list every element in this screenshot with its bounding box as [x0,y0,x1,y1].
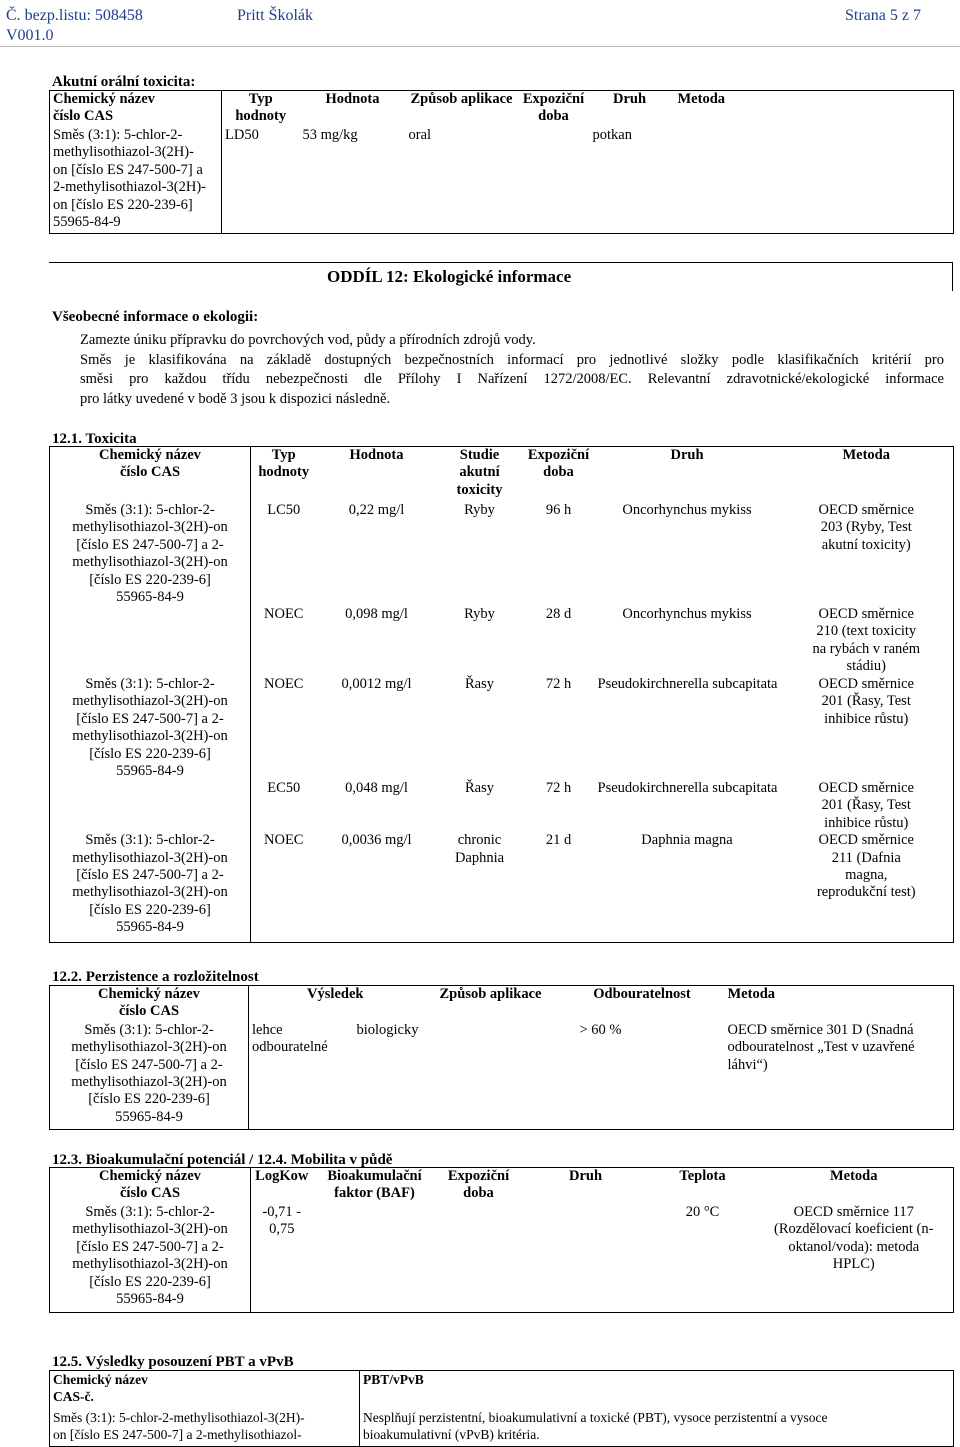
col-method: Metoda [842,447,890,463]
method: OECD směrnice 117 (Rozdělovací koeficient (n- oktanol/voda): metoda HPLC) [774,1204,934,1273]
doc-version: V001.0 [6,27,54,44]
substance-name: Směs (3:1): 5-chlor-2- methylisothiazol-3(2H)-on [číslo ES 247-500-7] a 2- methylisothiazol-3(2H)-on [číslo ES 220-239-6] 55965-84-9 [50,1204,251,1313]
bioaccumulation-table [49,1167,954,1313]
general-info-line: směsi pro každou třídu nebezpečnosti dle Přílohy I Nařízení 1272/2008/EC. Relevantní zdravotnické/ekologické informace [80,371,944,387]
general-info-line: pro látky uvedené v bodě 3 jsou k dispozici následně. [80,391,391,407]
species: Oncorhynchus mykiss [622,501,752,518]
value-type: LD50 [225,127,259,143]
col-exposure-time: Expoziční doba [447,1168,510,1202]
value-type: NOEC [264,605,304,622]
header-divider [0,46,960,47]
route: oral [408,127,432,143]
substance-name: Směs (3:1): 5-chlor-2- methylisothiazol-3(2H)-on [číslo ES 247-500-7] a 2- methylisothiazol-3(2H)-on [číslo ES 220-239-6] 55965-84-9 [50,1022,249,1130]
value: 0,22 mg/l [348,501,405,518]
value: 53 mg/kg [302,127,358,143]
method: OECD směrnice 201 (Řasy, Test inhibice růstu) [818,675,914,727]
col-method: Metoda [727,986,776,1002]
table-row [50,676,954,780]
toxicity-table [49,446,954,943]
route [422,1022,560,1130]
value-type: NOEC [264,832,304,849]
exposure-time: 72 h [545,779,572,796]
value: 0,048 mg/l [345,779,408,796]
value: 0,0036 mg/l [341,832,412,849]
persistence-title: 12.2. Perzistence a rozložitelnost [52,969,259,985]
acute-oral-title: Akutní orální toxicita: [52,74,196,90]
table-row [50,127,954,234]
bioaccumulation-header-row [50,1168,954,1205]
result-word: lehce [252,1021,283,1038]
pbt-header-row [50,1371,954,1409]
general-info-line: Směs je klasifikována na základě dostupných bezpečnostních informací pro jednotlivé složky podle klasifikačních kritérií pro [80,352,944,368]
species: Daphnia magna [641,832,733,849]
method: OECD směrnice 211 (Dafnia magna, reprodukční test) [816,832,916,901]
value: 0,0012 mg/l [341,675,412,692]
col-baf: Bioakumulační faktor (BAF) [327,1168,422,1202]
table-row [50,1204,954,1313]
col-species: Druh [670,447,704,463]
study: Ryby [464,501,495,518]
method [670,127,954,234]
persistence-table [49,985,954,1130]
value-type: EC50 [267,779,301,796]
result-word: biologicky [356,1021,419,1038]
col-chemical-name: Chemický název číslo CAS [50,91,222,128]
result-word: odbouratelné [252,1039,328,1056]
col-species: Druh [612,91,647,107]
col-chemical-name: Chemický název CAS-č. [50,1371,360,1409]
species: Pseudokirchnerella subcapitata [597,675,778,692]
exposure-time [437,1204,521,1313]
col-pbt: PBT/vPvB [363,1372,424,1387]
species: Pseudokirchnerella subcapitata [597,779,778,796]
pbt-table [49,1370,954,1447]
col-type: Typ hodnoty [258,447,310,481]
toxicity-header-row [50,447,954,502]
value: 0,098 mg/l [345,605,408,622]
study: Řasy [465,675,494,692]
table-row [50,832,954,942]
exposure-time: 72 h [545,675,572,692]
section-title-box [49,262,953,291]
study: Řasy [465,779,494,796]
species: Oncorhynchus mykiss [622,605,752,622]
col-chemical-name: Chemický název číslo CAS [50,1168,251,1205]
col-logkow: LogKow [255,1168,309,1184]
value-type: LC50 [267,501,301,518]
general-info-line: Zamezte úniku přípravku do povrchových vod, půdy a přírodních zdrojů vody. [80,332,536,348]
substance-name: Směs (3:1): 5-chlor-2- methylisothiazol-3(2H)- on [číslo ES 247-500-7] a 2-methylisothiazol-3(2H)- on [číslo ES 220-239-6] 55965-84-9 [50,127,222,234]
acute-oral-table [49,90,954,234]
col-route: Způsob aplikace [410,91,513,107]
study: Ryby [464,605,495,622]
table-row [50,1022,954,1130]
baf [313,1204,437,1313]
pbt-title: 12.5. Výsledky posouzení PBT a vPvB [52,1354,294,1370]
col-route: Způsob aplikace [439,986,542,1002]
col-temperature: Teplota [679,1168,726,1184]
col-value: Hodnota [349,447,404,463]
bioaccumulation-title: 12.3. Bioakumulační potenciál / 12.4. Mobilita v půdě [52,1152,393,1168]
section-title: ODDÍL 12: Ekologické informace [327,267,572,286]
col-degradability: Odbouratelnost [593,986,691,1002]
col-exposure-time: Expoziční doba [527,447,590,481]
persistence-header-row [50,986,954,1022]
col-method: Metoda [677,91,726,107]
substance-name: Směs (3:1): 5-chlor-2-methylisothiazol-3(2H)- on [číslo ES 247-500-7] a 2-methylisothiazol- [50,1409,360,1447]
method: OECD směrnice 210 (text toxicity na rybách v raném stádiu) [812,605,920,675]
pbt-result: Nesplňují perzistentní, bioakumulativní a toxické (PBT), vysoce perzistentní a vysoce bioakumulativní (vPvB) kritéria. [363,1409,828,1442]
col-value: Hodnota [325,91,380,107]
species: potkan [592,127,632,143]
col-exposure-time: Expoziční doba [522,91,585,125]
col-result: Výsledek [307,986,364,1002]
substance-name: Směs (3:1): 5-chlor-2- methylisothiazol-3(2H)-on [číslo ES 247-500-7] a 2- methylisothiazol-3(2H)-on [číslo ES 220-239-6] 55965-84-9 [50,832,251,942]
method: OECD směrnice 203 (Ryby, Test akutní toxicity) [818,501,914,553]
col-chemical-name: Chemický název číslo CAS [50,986,249,1022]
temperature: 20 °C [685,1204,720,1220]
species [521,1204,651,1313]
table-row [50,1409,954,1447]
doc-number: Č. bezp.listu: 508458 [6,7,143,24]
study: chronic Daphnia [454,832,505,866]
general-info-label: Všeobecné informace o ekologii: [52,309,259,325]
col-method: Metoda [829,1168,878,1184]
exposure-time [518,127,590,234]
toxicity-title: 12.1. Toxicita [52,431,137,447]
substance-name: Směs (3:1): 5-chlor-2- methylisothiazol-3(2H)-on [číslo ES 247-500-7] a 2- methylisothiazol-3(2H)-on [číslo ES 220-239-6] 55965-84-9 [50,676,251,832]
method: OECD směrnice 301 D (Snadná odbouratelnost „Test v uzavřené láhvi“) [727,1021,915,1073]
col-species: Druh [568,1168,603,1184]
result [249,1022,422,1130]
col-type: Typ hodnoty [235,91,287,125]
exposure-time: 96 h [545,501,572,518]
page-number: Strana 5 z 7 [845,7,921,24]
logkow: -0,71 - 0,75 [262,1204,302,1238]
col-study: Studie akutní toxicity [456,447,503,498]
method: OECD směrnice 201 (Řasy, Test inhibice růstu) [818,779,914,831]
table-row [50,502,954,606]
col-chemical-name: Chemický název číslo CAS [50,447,251,502]
product-name: Pritt Školák [237,7,314,24]
degradability: > 60 % [579,1021,622,1038]
exposure-time: 28 d [545,605,572,622]
exposure-time: 21 d [545,832,572,849]
value-type: NOEC [264,675,304,692]
acute-oral-header-row [50,91,954,128]
substance-name: Směs (3:1): 5-chlor-2- methylisothiazol-3(2H)-on [číslo ES 247-500-7] a 2- methylisothiazol-3(2H)-on [číslo ES 220-239-6] 55965-84-9 [50,502,251,676]
